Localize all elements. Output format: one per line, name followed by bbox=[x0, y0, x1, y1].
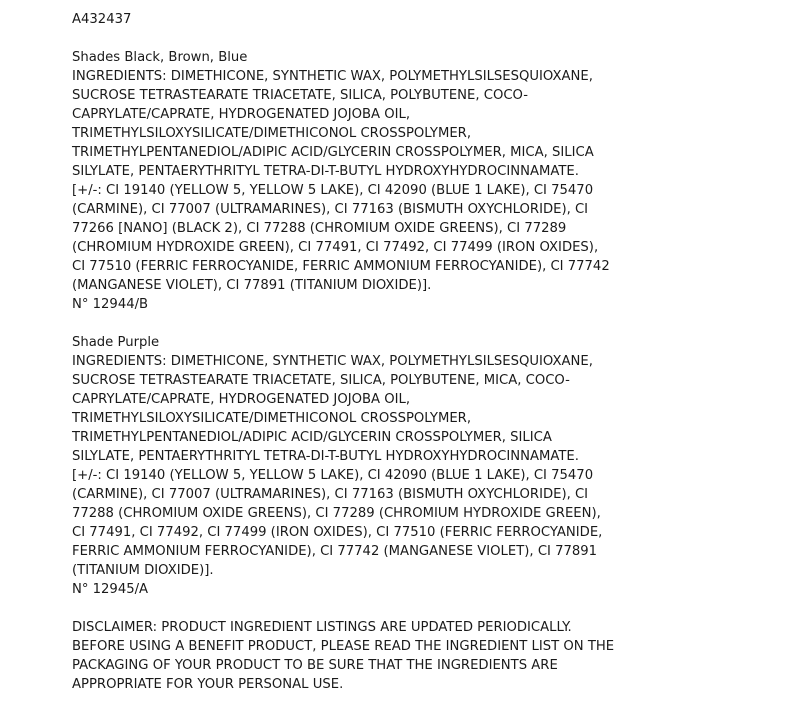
ingredients-document bbox=[72, 10, 792, 694]
ingredient-line: TRIMETHYLSILOXYSILICATE/DIMETHICONOL CROSSPOLYMER, bbox=[72, 126, 472, 141]
ingredient-line: SUCROSE TETRASTEARATE TRIACETATE, SILICA, POLYBUTENE, COCO- bbox=[72, 88, 529, 103]
ingredient-line: (CHROMIUM HYDROXIDE GREEN), CI 77491, CI 77492, CI 77499 (IRON OXIDES), bbox=[72, 240, 599, 255]
shade-block-black-brown-blue bbox=[72, 48, 792, 314]
ingredient-line: (TITANIUM DIOXIDE)]. bbox=[72, 563, 214, 578]
ingredient-line: CI 77491, CI 77492, CI 77499 (IRON OXIDES), CI 77510 (FERRIC FERROCYANIDE, bbox=[72, 525, 603, 540]
ingredient-line: INGREDIENTS: DIMETHICONE, SYNTHETIC WAX, POLYMETHYLSILSESQUIOXANE, bbox=[72, 354, 593, 369]
ingredient-line: [+/-: CI 19140 (YELLOW 5, YELLOW 5 LAKE), CI 42090 (BLUE 1 LAKE), CI 75470 bbox=[72, 468, 594, 483]
ingredient-line: CAPRYLATE/CAPRATE, HYDROGENATED JOJOBA OIL, bbox=[72, 392, 411, 407]
ingredient-line: FERRIC AMMONIUM FERROCYANIDE), CI 77742 (MANGANESE VIOLET), CI 77891 bbox=[72, 544, 598, 559]
ingredient-line: (CARMINE), CI 77007 (ULTRAMARINES), CI 77163 (BISMUTH OXYCHLORIDE), CI bbox=[72, 202, 589, 217]
ingredient-line: (MANGANESE VIOLET), CI 77891 (TITANIUM DIOXIDE)]. bbox=[72, 278, 432, 293]
ingredient-line: INGREDIENTS: DIMETHICONE, SYNTHETIC WAX, POLYMETHYLSILSESQUIOXANE, bbox=[72, 69, 593, 84]
ingredient-line: SUCROSE TETRASTEARATE TRIACETATE, SILICA, POLYBUTENE, MICA, COCO- bbox=[72, 373, 570, 388]
ingredient-line: (CARMINE), CI 77007 (ULTRAMARINES), CI 77163 (BISMUTH OXYCHLORIDE), CI bbox=[72, 487, 589, 502]
disclaimer-line: DISCLAIMER: PRODUCT INGREDIENT LISTINGS ARE UPDATED PERIODICALLY. bbox=[72, 620, 572, 635]
shade-number: N° 12944/B bbox=[72, 297, 149, 312]
shade-heading: Shades Black, Brown, Blue bbox=[72, 50, 248, 65]
ingredient-line: TRIMETHYLSILOXYSILICATE/DIMETHICONOL CROSSPOLYMER, bbox=[72, 411, 472, 426]
ingredient-line: SILYLATE, PENTAERYTHRITYL TETRA-DI-T-BUTYL HYDROXYHYDROCINNAMATE. bbox=[72, 449, 579, 464]
ingredient-line: CI 77510 (FERRIC FERROCYANIDE, FERRIC AMMONIUM FERROCYANIDE), CI 77742 bbox=[72, 259, 610, 274]
shade-block-purple bbox=[72, 333, 792, 599]
ingredient-line: SILYLATE, PENTAERYTHRITYL TETRA-DI-T-BUTYL HYDROXYHYDROCINNAMATE. bbox=[72, 164, 579, 179]
spacer bbox=[72, 314, 792, 333]
disclaimer-line: APPROPRIATE FOR YOUR PERSONAL USE. bbox=[72, 677, 344, 692]
product-code: A432437 bbox=[72, 12, 132, 27]
ingredient-line: 77266 [NANO] (BLACK 2), CI 77288 (CHROMIUM OXIDE GREENS), CI 77289 bbox=[72, 221, 567, 236]
spacer bbox=[72, 29, 792, 48]
ingredient-line: TRIMETHYLPENTANEDIOL/ADIPIC ACID/GLYCERIN CROSSPOLYMER, SILICA bbox=[72, 430, 552, 445]
disclaimer-line: PACKAGING OF YOUR PRODUCT TO BE SURE THAT THE INGREDIENTS ARE bbox=[72, 658, 558, 673]
disclaimer bbox=[72, 618, 792, 694]
ingredient-line: CAPRYLATE/CAPRATE, HYDROGENATED JOJOBA OIL, bbox=[72, 107, 411, 122]
shade-number: N° 12945/A bbox=[72, 582, 149, 597]
ingredient-line: TRIMETHYLPENTANEDIOL/ADIPIC ACID/GLYCERIN CROSSPOLYMER, MICA, SILICA bbox=[72, 145, 594, 160]
disclaimer-line: BEFORE USING A BENEFIT PRODUCT, PLEASE READ THE INGREDIENT LIST ON THE bbox=[72, 639, 615, 654]
shade-heading: Shade Purple bbox=[72, 335, 160, 350]
ingredient-line: [+/-: CI 19140 (YELLOW 5, YELLOW 5 LAKE), CI 42090 (BLUE 1 LAKE), CI 75470 bbox=[72, 183, 594, 198]
ingredient-line: 77288 (CHROMIUM OXIDE GREENS), CI 77289 (CHROMIUM HYDROXIDE GREEN), bbox=[72, 506, 601, 521]
spacer bbox=[72, 599, 792, 618]
